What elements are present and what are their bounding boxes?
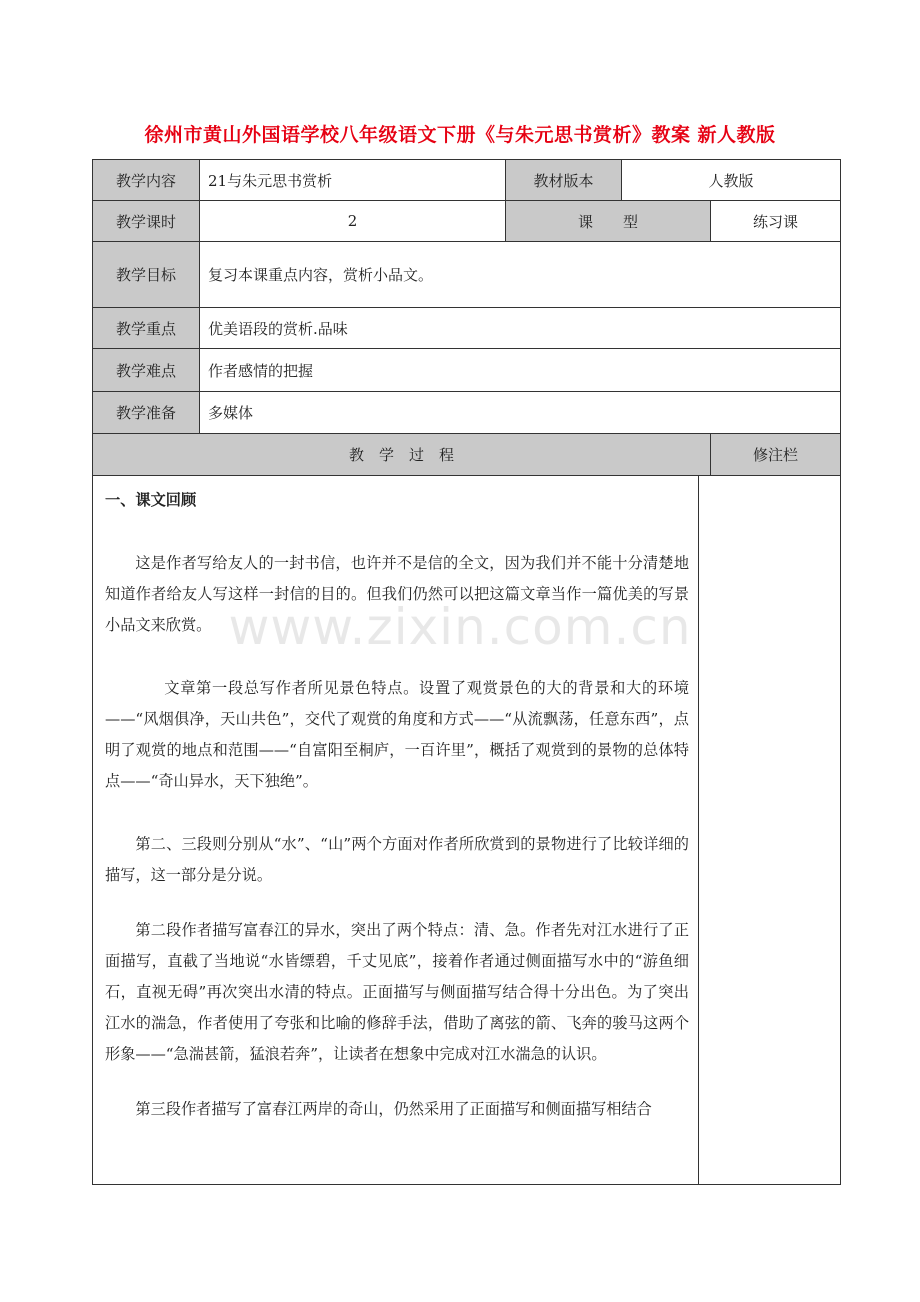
content-label: 教学内容 (93, 160, 200, 201)
row-process-header (93, 434, 841, 476)
process-content (105, 475, 689, 1125)
type-value: 练习课 (711, 201, 841, 242)
goal-value: 复习本课重点内容，赏析小品文。 (200, 242, 841, 308)
lesson-info-table (92, 159, 841, 476)
paragraph-3: 第二、三段则分别从“水”、“山”两个方面对作者所欣赏到的景物进行了比较详细的描写，这一部分是分说。 (105, 835, 689, 884)
paragraph-1: 这是作者写给友人的一封书信，也许并不是信的全文，因为我们并不能十分清楚地知道作者给友人写这样一封信的目的。但我们仍然可以把这篇文章当作一篇优美的写景小品文来欣赏。 (105, 554, 689, 634)
difficulty-value: 作者感情的把握 (200, 349, 841, 392)
hours-value: 2 (200, 201, 506, 242)
process-label: 教 学 过 程 (93, 434, 711, 476)
key-value: 优美语段的赏析.品味 (200, 308, 841, 349)
hours-label: 教学课时 (93, 201, 200, 242)
row-content (93, 160, 841, 201)
content-value: 21与朱元思书赏析 (200, 160, 506, 201)
notes-column-divider (698, 475, 699, 1184)
row-difficulty (93, 349, 841, 392)
row-prep (93, 392, 841, 434)
process-body (92, 475, 841, 1185)
row-goal (93, 242, 841, 308)
key-label: 教学重点 (93, 308, 200, 349)
prep-value: 多媒体 (200, 392, 841, 434)
prep-label: 教学准备 (93, 392, 200, 434)
row-key (93, 308, 841, 349)
watermark: www.zixin.com.cn (228, 598, 692, 656)
section-heading: 一、课文回顾 (105, 491, 197, 509)
edition-value: 人教版 (622, 160, 841, 201)
document-title: 徐州市黄山外国语学校八年级语文下册《与朱元思书赏析》教案 新人教版 (144, 124, 776, 146)
notes-label: 修注栏 (711, 434, 841, 476)
paragraph-2: 文章第一段总写作者所见景色特点。设置了观赏景色的大的背景和大的环境——“风烟俱净，天山共色”，交代了观赏的角度和方式——“从流飘荡，任意东西”，点明了观赏的地点和范围——“自富阳至桐庐，一百许里”，概括了观赏到的景物的总体特点——“奇山异水，天下独绝”。 (105, 679, 689, 790)
goal-label: 教学目标 (93, 242, 200, 308)
paragraph-4: 第二段作者描写富春江的异水，突出了两个特点：清、急。作者先对江水进行了正面描写，直截了当地说“水皆缥碧，千丈见底”，接着作者通过侧面描写水中的“游鱼细石，直视无碍”再次突出水清的特点。正面描写与侧面描写结合得十分出色。为了突出江水的湍急，作者使用了夸张和比喻的修辞手法，借助了离弦的箭、飞奔的骏马这两个形象——“急湍甚箭，猛浪若奔”，让读者在想象中完成对江水湍急的认识。 (105, 921, 689, 1063)
type-label: 课 型 (506, 201, 711, 242)
row-hours (93, 201, 841, 242)
difficulty-label: 教学难点 (93, 349, 200, 392)
paragraph-5: 第三段作者描写了富春江两岸的奇山，仍然采用了正面描写和侧面描写相结合 (135, 1100, 652, 1118)
edition-label: 教材版本 (506, 160, 622, 201)
